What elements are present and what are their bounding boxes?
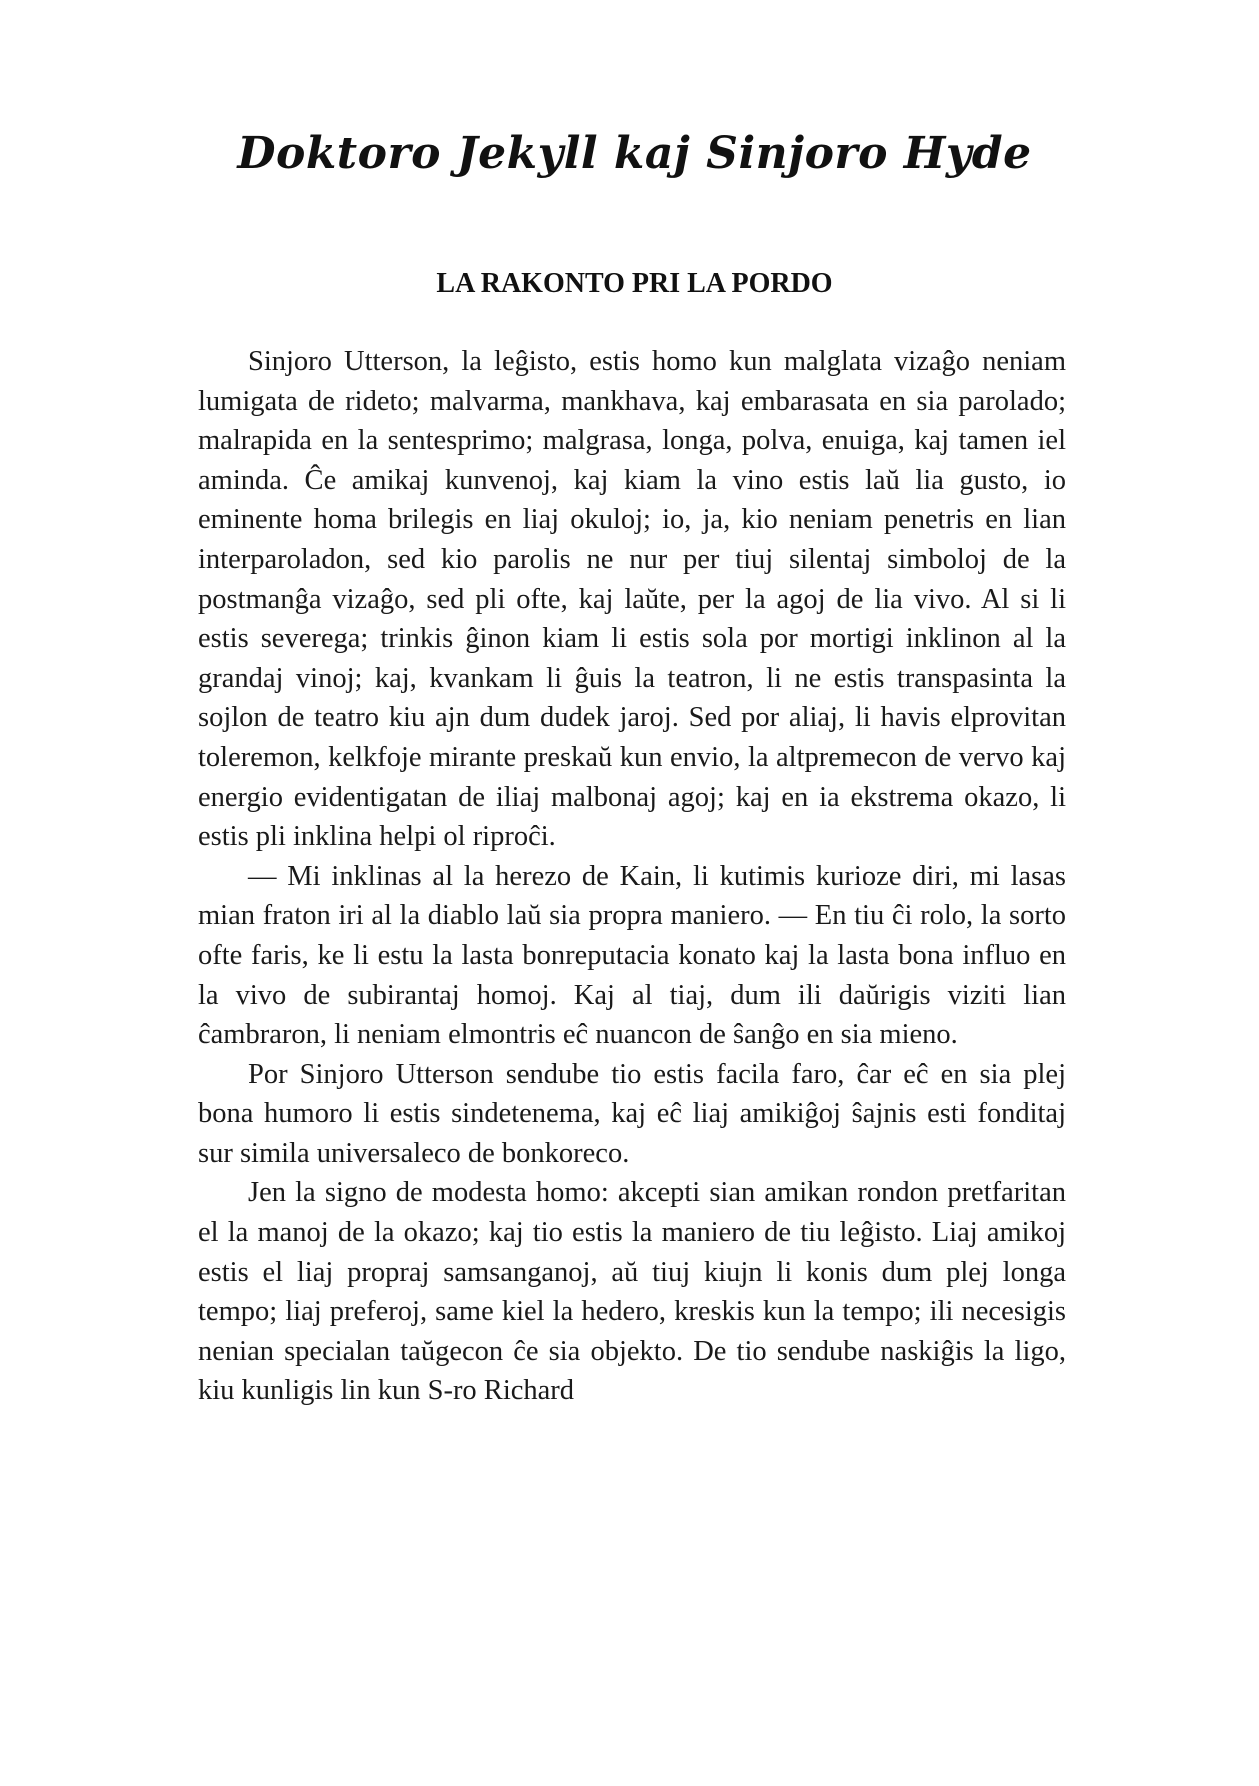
book-title: Doktoro Jekyll kaj Sinjoro Hyde bbox=[237, 128, 1032, 179]
paragraph: Por Sinjoro Utterson sendube tio estis facila faro, ĉar eĉ en sia plej bona humoro li estis sindetenema, kaj eĉ liaj amikiĝoj ŝajnis esti fonditaj sur simila universaleco de bonkoreco. bbox=[198, 1058, 1066, 1169]
paragraph: Jen la signo de modesta homo: akcepti sian amikan rondon pretfaritan el la manoj de la okazo; kaj tio estis la maniero de tiu leĝisto. Liaj amikoj estis el liaj propraj samsanganoj, aŭ tiuj kiujn li konis dum plej longa tempo; liaj preferoj, same kiel la hedero, kreskis kun la tempo; ili necesigis nenian specialan taŭgecon ĉe sia objekto. De tio sendube naskiĝis la ligo, kiu kunligis lin kun S-ro Richard bbox=[198, 1177, 1066, 1407]
chapter-body bbox=[198, 342, 1066, 1411]
chapter-title: LA RAKONTO PRI LA PORDO bbox=[436, 268, 833, 299]
paragraph: — Mi inklinas al la herezo de Kain, li kutimis kurioze diri, mi lasas mian fraton iri al la diablo laŭ sia propra maniero. — En tiu ĉi rolo, la sorto ofte faris, ke li estu la lasta bonreputacia konato kaj la lasta bona influo en la vivo de subirantaj homoj. Kaj al tiaj, dum ili daŭrigis viziti lian ĉambraron, li neniam elmontris eĉ nuancon de ŝanĝo en sia mieno. bbox=[198, 860, 1066, 1051]
paragraph: Sinjoro Utterson, la leĝisto, estis homo kun malglata vizaĝo neniam lumigata de rideto; malvarma, mankhava, kaj embarasata en sia parolado; malrapida en la sentesprimo; malgrasa, longa, polva, enuiga, kaj tamen iel aminda. Ĉe amikaj kunvenoj, kaj kiam la vino estis laŭ lia gusto, io eminente homa brilegis en liaj okuloj; io, ja, kio neniam penetris en lian interparoladon, sed kio parolis ne nur per tiuj silentaj simboloj de la postmanĝa vizaĝo, sed pli ofte, kaj laŭte, per la agoj de lia vivo. Al si li estis severega; trinkis ĝinon kiam li estis sola por mortigi inklinon al la grandaj vinoj; kaj, kvankam li ĝuis la teatron, li ne estis transpasinta la sojlon de teatro kiu ajn dum dudek jaroj. Sed por aliaj, li havis elprovitan toleremon, kelkfoje mirante preskaŭ kun envio, la altpremecon de vervo kaj energio evidentigatan de iliaj malbonaj agoj; kaj en ia ekstrema okazo, li estis pli inklina helpi ol riproĉi. bbox=[198, 346, 1066, 853]
